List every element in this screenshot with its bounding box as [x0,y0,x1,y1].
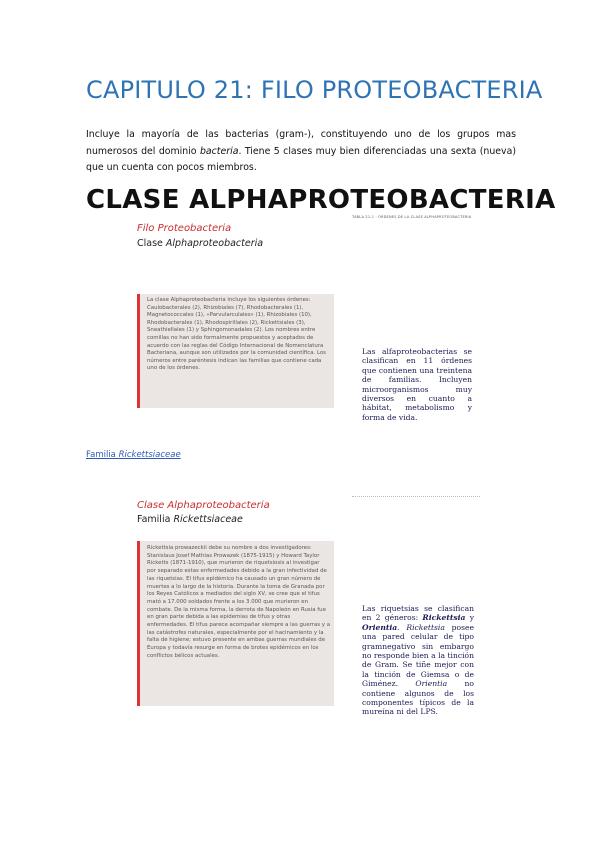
note-text: . [397,622,407,632]
block1-subtitle [137,238,263,249]
divider [352,496,480,497]
class-heading: CLASE ALPHAPROTEOBACTERIA [86,185,556,215]
table-caption: TABLA 21-1 · ORDENES DE LA CLASE ALPHAPROTEOBACTERIA [352,215,472,219]
note-genus: Rickettsia [422,613,466,623]
note-text: posee una pared celular de tipo gramnegativo sin embargo no responde bien a la tinción de Gram. Se tiñe mejor con la tinción de Giemsa o de Giménez. [362,622,474,689]
note-text: no contiene algunos de los componentes típicos de la mureína ni del LPS. [362,679,474,717]
block2-sub-prefix: Familia [137,514,174,525]
note-text: y [465,613,474,623]
rickettsiaceae-link[interactable] [86,450,181,460]
block1-header [137,223,263,249]
intro-paragraph [86,127,516,177]
intro-italic: bacteria [199,145,239,157]
rickettsia-info-box: Rickettsia prowazeckii debe su nombre a dos investigadores: Stanislaus Josef Mathias Prowazek (1875-1915) y Howard Taylor Ricketts (1871-1910), que murieron de riquetsiosis al investigar por separado estas enfermedades debido a la gran infectividad de las riquetsias. El tifus epidémico ha causado un gran número de muertes a lo largo de la historia. Durante la toma de Granada por los Reyes Católicos a mediados del siglo XV, se cree que el tifus mató a 17.000 soldados frente a los 3.000 que murieron en combate. De la misma forma, la derrota de Napoleón en Rusia fue en gran parte debida a las epidemias de tifus y otras enfermedades. El tifus parece acompañar siempre a las guerras y a las catástrofes naturales, especialmente por el hacinamiento y la falta de higiene; estuvo presente en ambas guerras mundiales de Europa y todavía resurge en forma de brotes epidémicos en los conflictos bélicos actuales. [137,541,334,706]
note-genus: Orientia [415,679,448,689]
block2-header [137,500,270,525]
note-text: Las riquetsias se clasifican en 2 géneros: [362,604,474,623]
block2-red-title: Clase Alphaproteobacteria [137,500,270,511]
rickettsia-side-note [362,604,474,717]
block2-subtitle [137,514,270,525]
block1-sub-prefix: Clase [137,238,166,249]
note-genus: Orientia [362,622,398,632]
alphaproteobacteria-info-box: La clase Alphaproteobacteria incluye los siguientes órdenes: Caulobacterales (2), Rhizobiales (7), Rhodobacterales (1), Magnetococcales (1), «Parvularculales» (1), Rhizobiales (10), Rhodobacterales (1), Rhodospirillales (2), Rickettsiales (3), Sneathiellales (1) y Sphingomonadales (2). Los nombres entre comillas no han sido formalmente propuestos y aceptados de acuerdo con las reglas del Código Internacional de Nomenclatura Bacteriana, aunque son utilizados por la comunidad científica. Los números entre paréntesis indican las familias que contiene cada uno de los órdenes. [137,294,334,408]
block1-sub-italic: Alphaproteobacteria [165,238,264,249]
chapter-title: CAPITULO 21: FILO PROTEOBACTERIA [86,76,543,104]
link-prefix: Familia [86,450,119,460]
link-italic: Rickettsiaceae [118,450,181,460]
intro-part2: . Tiene 5 clases muy bien diferenciadas una sexta (nueva) que un cuenta con pocos miembros. [86,145,516,173]
intro-part1: Incluye la mayoría de las bacterias (gram-), constituyendo uno de los grupos mas numerosos del dominio [86,129,516,157]
block2-sub-italic: Rickettsiaceae [173,514,243,525]
block1-red-title: Filo Proteobacteria [137,223,232,234]
note-genus: Rickettsia [406,622,445,632]
alphaproteobacteria-side-note: Las alfaproteobacterias se clasifican en 11 órdenes que contienen una treintena de familias. Incluyen microorganismos muy diversos en cuanto a hábitat, metabolismo y forma de vida. [362,347,472,422]
